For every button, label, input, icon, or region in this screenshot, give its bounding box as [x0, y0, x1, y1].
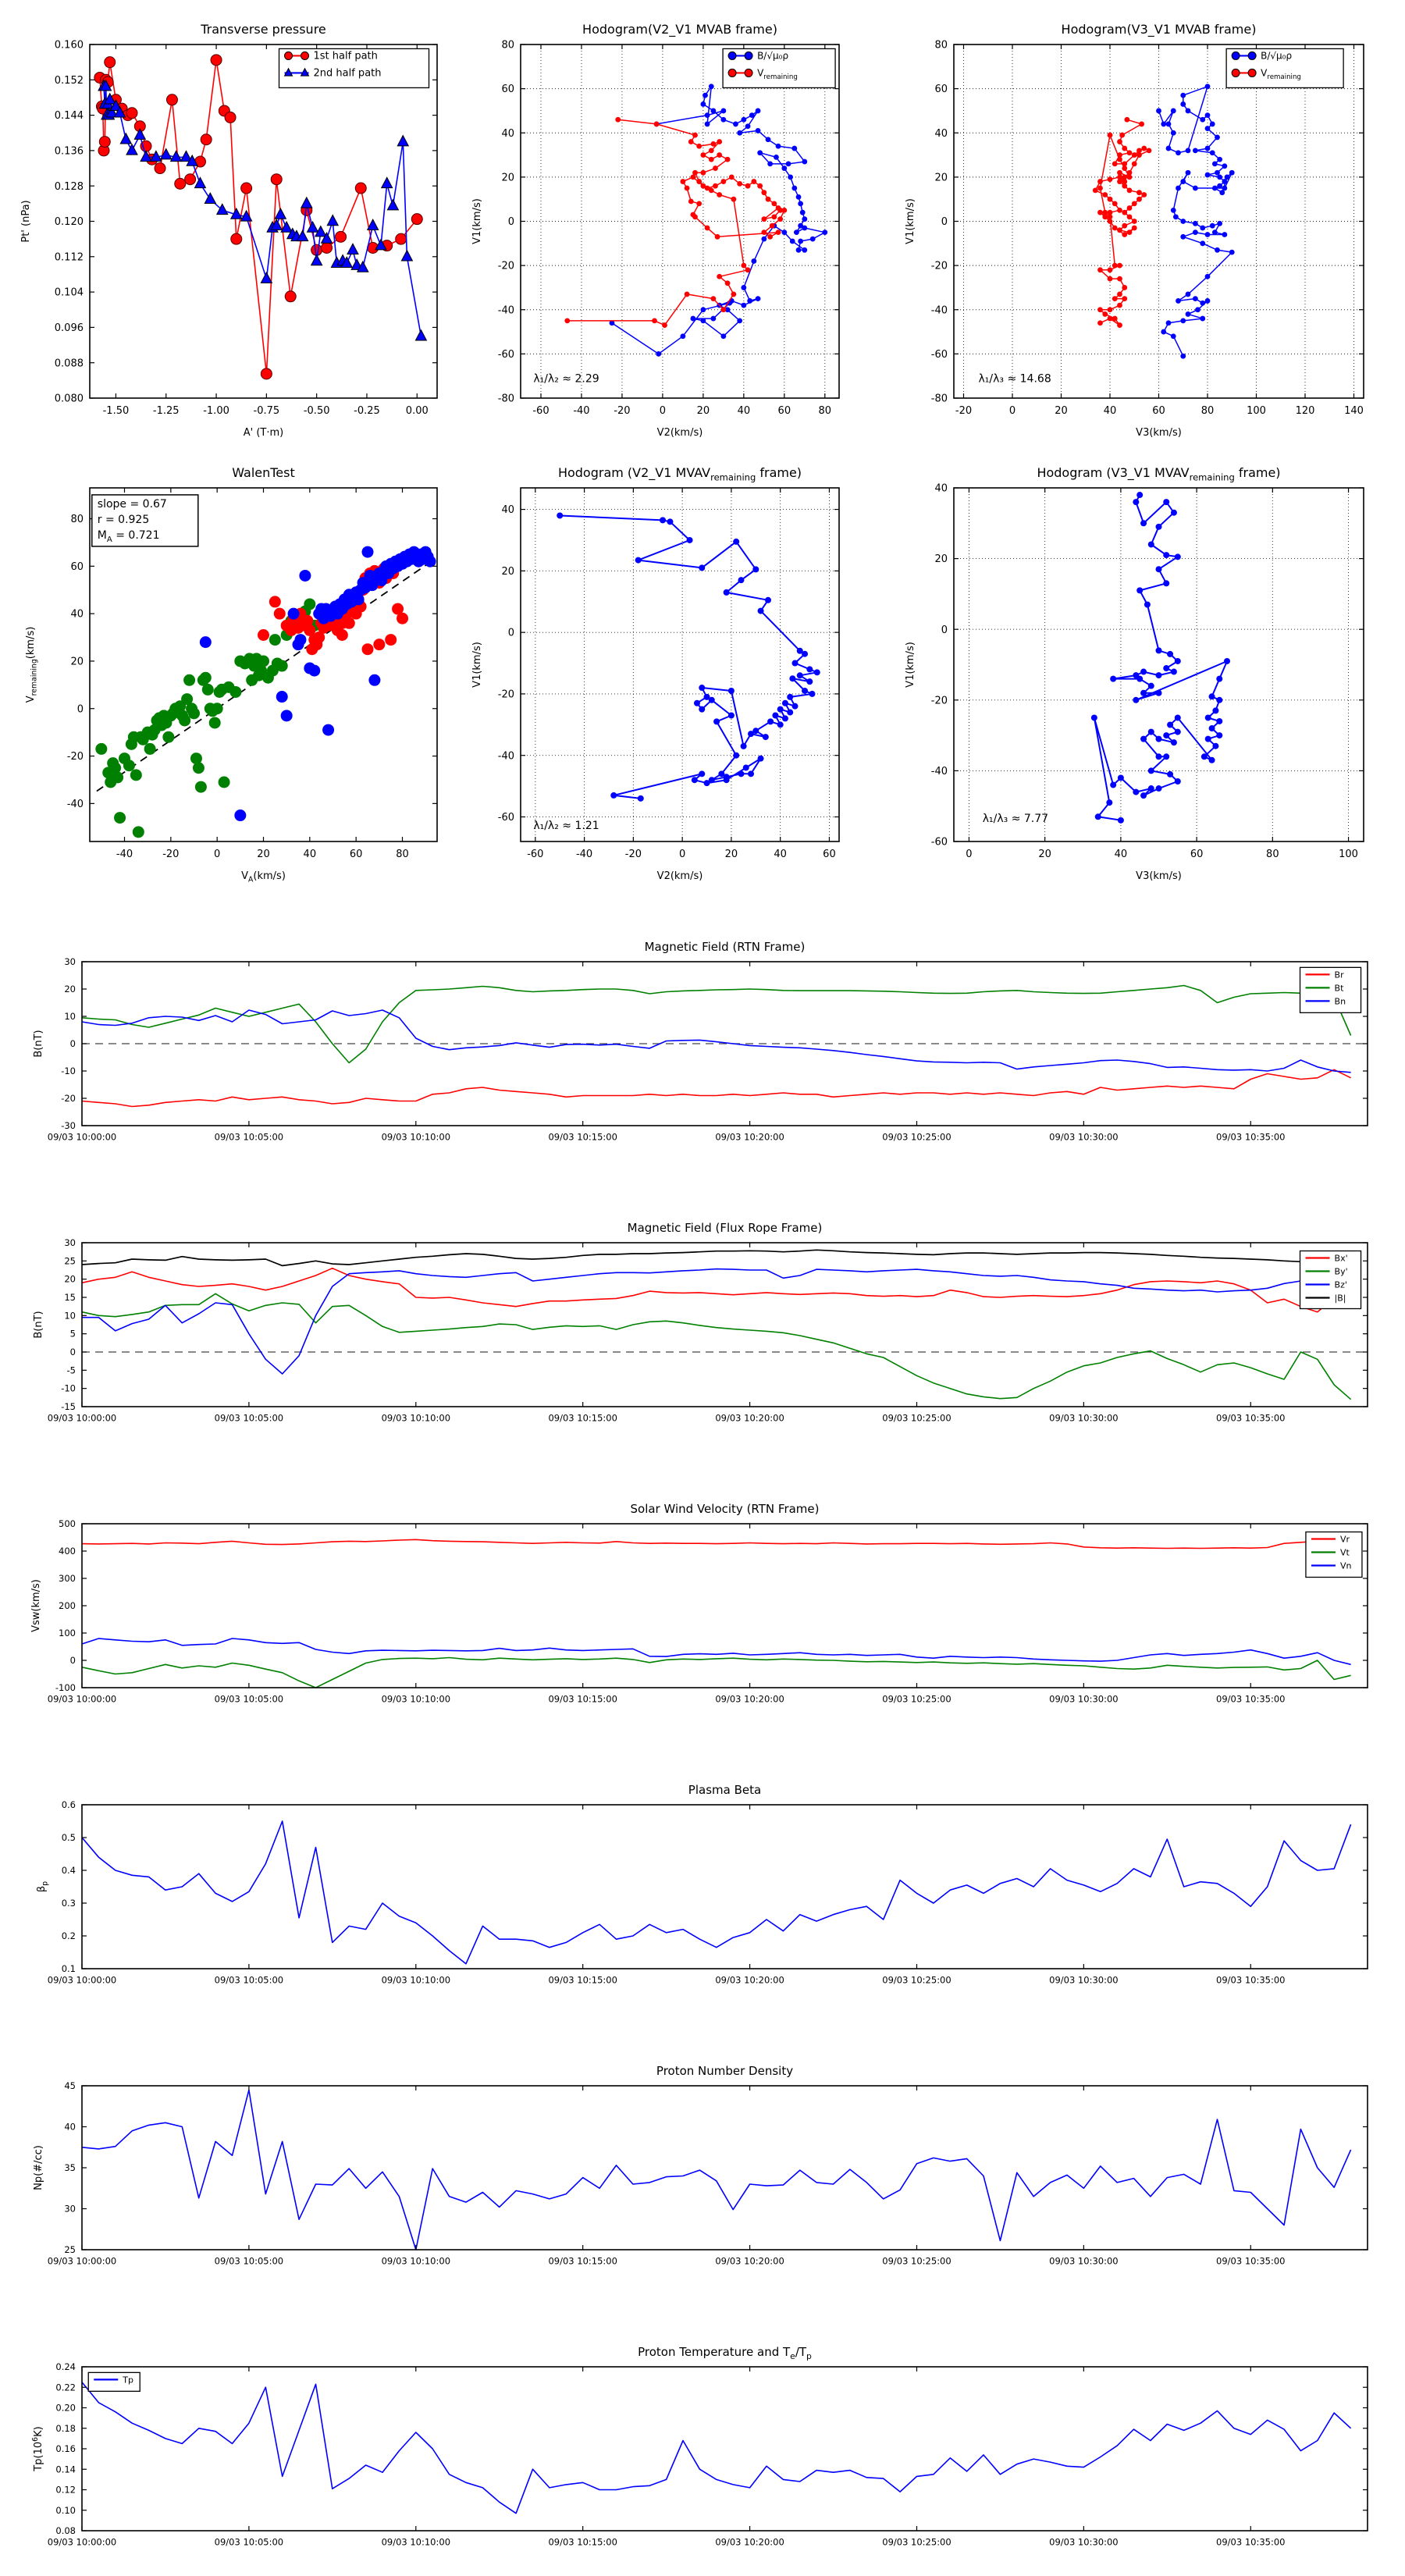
svg-text:-15: -15 [61, 1401, 76, 1413]
svg-text:Solar Wind Velocity (RTN Frame: Solar Wind Velocity (RTN Frame) [630, 1502, 820, 1516]
svg-text:0.088: 0.088 [54, 358, 84, 370]
svg-text:20: 20 [934, 172, 948, 184]
svg-text:09/03 10:30:00: 09/03 10:30:00 [1049, 1974, 1119, 1986]
svg-text:Hodogram(V2_V1 MVAB frame): Hodogram(V2_V1 MVAB frame) [582, 22, 777, 37]
svg-text:20: 20 [70, 656, 84, 668]
hodogram-v3v1-mvav-series [1091, 492, 1230, 824]
svg-text:0.3: 0.3 [61, 1898, 76, 1909]
plasma-beta-series [82, 1821, 1351, 1964]
svg-text:-60: -60 [930, 348, 948, 361]
svg-text:-20: -20 [162, 849, 180, 860]
svg-text:09/03 10:25:00: 09/03 10:25:00 [882, 1693, 951, 1705]
svg-text:Vremaining: $V_{remaining}$ [757, 67, 798, 81]
proton-density-chart [0, 2045, 1405, 2326]
svg-text:09/03 10:10:00: 09/03 10:10:00 [381, 2536, 451, 2548]
panel-hodogram-v3v1-mvab [890, 0, 1405, 468]
svg-text:-20: -20 [930, 695, 948, 707]
svg-text:15: 15 [64, 1292, 76, 1304]
svg-text:10: 10 [64, 1011, 76, 1023]
svg-text:20: 20 [64, 1273, 76, 1285]
svg-text:-0.25: -0.25 [354, 405, 380, 417]
svg-text:09/03 10:00:00: 09/03 10:00:00 [47, 1412, 117, 1424]
svg-text:V2(km/s): V2(km/s) [656, 870, 703, 882]
svg-text:40: 40 [1103, 405, 1117, 417]
svg-text:0.152: 0.152 [54, 74, 84, 87]
svg-text:09/03 10:25:00: 09/03 10:25:00 [882, 2255, 951, 2267]
svg-text:0.16: 0.16 [55, 2443, 76, 2455]
svg-text:-80: -80 [930, 393, 948, 405]
svg-text:40: 40 [70, 608, 84, 621]
svg-text:60: 60 [1152, 405, 1165, 417]
svg-text:λ₁/λ₂ ≈ 1.21: λ₁/λ₂ ≈ 1.21 [533, 820, 599, 833]
svg-text:Bt: Bt [1334, 983, 1344, 994]
plasma-beta-chart [0, 1764, 1405, 2045]
svg-text:0.6: 0.6 [61, 1799, 76, 1811]
solar-wind-velocity-chart [0, 1483, 1405, 1764]
svg-text:40: 40 [303, 849, 317, 860]
svg-text:Proton Number Density: Proton Number Density [656, 2064, 794, 2078]
hodogram-v2v1-mvav-chart [468, 441, 937, 925]
svg-text:Tp: Tp [123, 2375, 133, 2386]
svg-text:0.080: 0.080 [54, 393, 84, 405]
svg-text:Vremaining: $V_{remaining}$ [1261, 67, 1301, 81]
svg-text:09/03 10:10:00: 09/03 10:10:00 [381, 1412, 451, 1424]
svg-text:140: 140 [1344, 405, 1364, 417]
mag-fluxrope-chart [0, 1202, 1405, 1483]
svg-text:WalenTest: WalenTest [232, 465, 295, 480]
svg-text:Magnetic Field (RTN Frame): Magnetic Field (RTN Frame) [644, 940, 806, 954]
svg-text:09/03 10:20:00: 09/03 10:20:00 [715, 1693, 784, 1705]
svg-text:Tp(106K): $Tp(10^6K)$ [31, 2426, 44, 2471]
svg-text:0.10: 0.10 [55, 2504, 76, 2516]
svg-text:0: 0 [214, 849, 221, 860]
svg-text:09/03 10:25:00: 09/03 10:25:00 [882, 1974, 951, 1986]
svg-text:0.4: 0.4 [61, 1865, 76, 1877]
svg-text:35: 35 [64, 2162, 76, 2174]
svg-text:-1.50: -1.50 [102, 405, 130, 417]
svg-text:80: 80 [396, 849, 409, 860]
svg-text:Transverse pressure: Transverse pressure [201, 22, 326, 37]
svg-text:-40: -40 [116, 849, 133, 860]
svg-text:-20: -20 [61, 1093, 76, 1105]
svg-text:0.20: 0.20 [55, 2402, 76, 2414]
panel-magnetic-field-fluxrope [0, 1202, 1405, 1483]
panel-transverse-pressure [0, 0, 468, 468]
svg-text:V2(km/s): V2(km/s) [656, 427, 703, 439]
svg-text:0: 0 [659, 405, 667, 417]
svg-text:80: 80 [934, 39, 948, 52]
svg-text:60: 60 [70, 560, 84, 573]
svg-text:Proton Temperature and Te/Tp: Proton Temperature and $T_e/T_p$ [638, 2345, 812, 2362]
svg-text:60: 60 [349, 849, 363, 860]
svg-text:-40: -40 [497, 304, 514, 317]
hodogram-v2v1-mvab-chart [468, 0, 937, 468]
solar-wind-velocity-series [82, 1539, 1351, 1688]
svg-text:-20: -20 [497, 260, 514, 272]
proton-density-series [82, 2090, 1351, 2250]
svg-text:A' (T·m): A' (T·m) [243, 427, 284, 439]
svg-text:Np(#/cc): Np(#/cc) [33, 2145, 44, 2190]
svg-text:Vr: Vr [1339, 1534, 1350, 1545]
svg-text:20: 20 [696, 405, 710, 417]
svg-text:-40: -40 [930, 304, 948, 317]
svg-text:40: 40 [774, 849, 787, 860]
svg-text:09/03 10:20:00: 09/03 10:20:00 [715, 2255, 784, 2267]
svg-text:0.08: 0.08 [55, 2525, 76, 2537]
svg-text:-20: -20 [497, 688, 514, 701]
hodogram-v2v1-mvab-series [564, 84, 827, 356]
svg-text:09/03 10:30:00: 09/03 10:30:00 [1049, 2255, 1119, 2267]
svg-text:20: 20 [64, 984, 76, 995]
svg-text:0: 0 [69, 1655, 76, 1667]
svg-text:09/03 10:20:00: 09/03 10:20:00 [715, 2536, 784, 2548]
svg-text:0.144: 0.144 [54, 110, 84, 123]
svg-text:-60: -60 [497, 348, 514, 361]
svg-text:80: 80 [818, 405, 832, 417]
svg-text:20: 20 [501, 565, 514, 578]
svg-text:-10: -10 [61, 1382, 76, 1394]
svg-text:09/03 10:05:00: 09/03 10:05:00 [214, 2255, 284, 2267]
svg-text:20: 20 [934, 553, 948, 566]
svg-text:0.104: 0.104 [54, 286, 84, 299]
svg-text:09/03 10:20:00: 09/03 10:20:00 [715, 1974, 784, 1986]
svg-text:0.12: 0.12 [55, 2484, 76, 2496]
svg-text:09/03 10:05:00: 09/03 10:05:00 [214, 1974, 284, 1986]
svg-text:09/03 10:35:00: 09/03 10:35:00 [1216, 1131, 1286, 1143]
transverse-pressure-chart [0, 0, 468, 468]
svg-text:80: 80 [1200, 405, 1215, 417]
svg-text:09/03 10:20:00: 09/03 10:20:00 [715, 1131, 784, 1143]
svg-text:Plasma Beta: Plasma Beta [688, 1783, 762, 1797]
panel-solar-wind-velocity [0, 1483, 1405, 1764]
svg-text:09/03 10:25:00: 09/03 10:25:00 [882, 1131, 951, 1143]
svg-text:09/03 10:15:00: 09/03 10:15:00 [548, 1131, 617, 1143]
svg-text:0.24: 0.24 [55, 2361, 76, 2373]
svg-text:0: 0 [1008, 405, 1016, 417]
svg-text:0.120: 0.120 [54, 216, 84, 229]
panel-magnetic-field-rtn [0, 921, 1405, 1202]
svg-text:40: 40 [934, 482, 948, 495]
svg-text:09/03 10:00:00: 09/03 10:00:00 [47, 2255, 117, 2267]
svg-text:300: 300 [59, 1573, 76, 1585]
svg-text:-100: -100 [55, 1682, 76, 1694]
panel-proton-temperature [0, 2326, 1405, 2576]
svg-text:Vt: Vt [1339, 1547, 1350, 1558]
svg-text:Magnetic Field (Flux Rope Fram: Magnetic Field (Flux Rope Frame) [627, 1221, 823, 1235]
svg-text:λ₁/λ₃ ≈ 7.77: λ₁/λ₃ ≈ 7.77 [982, 813, 1049, 826]
svg-text:-40: -40 [66, 798, 84, 810]
panel-plasma-beta [0, 1764, 1405, 2045]
svg-text:βp: $\beta_p$ [36, 1880, 50, 1893]
svg-text:Vremaining(km/s): $V_{remaining}(km/s)$ [25, 626, 39, 703]
svg-text:09/03 10:00:00: 09/03 10:00:00 [47, 1693, 117, 1705]
svg-text:0: 0 [76, 703, 84, 716]
svg-text:-0.50: -0.50 [303, 405, 330, 417]
svg-text:0: 0 [507, 216, 514, 229]
svg-text:-0.75: -0.75 [253, 405, 280, 417]
svg-text:-20: -20 [66, 751, 84, 763]
svg-text:80: 80 [501, 39, 514, 52]
svg-text:09/03 10:15:00: 09/03 10:15:00 [548, 1693, 617, 1705]
proton-temperature-series [82, 2382, 1351, 2514]
svg-text:Bx': Bx' [1334, 1253, 1348, 1264]
svg-text:40: 40 [737, 405, 751, 417]
svg-text:20: 20 [257, 849, 270, 860]
svg-text:-80: -80 [497, 393, 514, 405]
svg-text:25: 25 [64, 2244, 76, 2256]
svg-text:20: 20 [1055, 405, 1068, 417]
panel-hodogram-v3v1-mvav [890, 441, 1405, 925]
svg-text:60: 60 [823, 849, 836, 860]
panel-hodogram-v2v1-mvav [468, 441, 937, 925]
svg-text:100: 100 [1247, 405, 1266, 417]
svg-text:09/03 10:35:00: 09/03 10:35:00 [1216, 1412, 1286, 1424]
svg-text:09/03 10:30:00: 09/03 10:30:00 [1049, 1693, 1119, 1705]
svg-text:09/03 10:10:00: 09/03 10:10:00 [381, 1974, 451, 1986]
svg-text:0: 0 [69, 1347, 76, 1358]
svg-text:400: 400 [59, 1546, 76, 1557]
svg-text:0.2: 0.2 [61, 1930, 76, 1942]
svg-text:09/03 10:10:00: 09/03 10:10:00 [381, 2255, 451, 2267]
svg-text:0: 0 [941, 216, 948, 229]
svg-text:-40: -40 [497, 750, 514, 763]
svg-text:Br: Br [1334, 970, 1344, 980]
svg-text:0: 0 [941, 624, 948, 636]
svg-text:25: 25 [64, 1255, 76, 1267]
svg-text:λ₁/λ₂ ≈ 2.29: λ₁/λ₂ ≈ 2.29 [533, 372, 599, 386]
svg-text:Vn: Vn [1339, 1560, 1352, 1571]
walen-test-series [95, 546, 436, 838]
svg-text:40: 40 [1114, 849, 1128, 860]
svg-text:-60: -60 [497, 812, 514, 824]
svg-text:VA(km/s): $V_A(km/s)$ [241, 870, 286, 884]
panel-hodogram-v2v1-mvab [468, 0, 937, 468]
svg-text:-20: -20 [624, 849, 642, 860]
svg-text:By': By' [1334, 1266, 1348, 1277]
svg-text:09/03 10:35:00: 09/03 10:35:00 [1216, 2536, 1286, 2548]
mag-rtn-chart [0, 921, 1405, 1202]
svg-text:-20: -20 [614, 405, 631, 417]
svg-text:09/03 10:35:00: 09/03 10:35:00 [1216, 1693, 1286, 1705]
svg-text:120: 120 [1295, 405, 1315, 417]
svg-text:V3(km/s): V3(km/s) [1136, 427, 1182, 439]
svg-text:0: 0 [69, 1038, 76, 1050]
svg-text:45: 45 [64, 2080, 76, 2092]
svg-text:09/03 10:25:00: 09/03 10:25:00 [882, 1412, 951, 1424]
svg-text:40: 40 [501, 127, 514, 140]
svg-text:09/03 10:35:00: 09/03 10:35:00 [1216, 1974, 1286, 1986]
svg-text:-20: -20 [955, 405, 973, 417]
svg-text:V3(km/s): V3(km/s) [1136, 870, 1182, 882]
hodogram-v3v1-mvab-chart [890, 0, 1405, 468]
svg-text:80: 80 [1266, 849, 1279, 860]
mag-fluxrope-series [82, 1250, 1351, 1399]
svg-text:-40: -40 [930, 765, 948, 777]
svg-text:Vsw(km/s): Vsw(km/s) [30, 1579, 42, 1632]
svg-text:09/03 10:25:00: 09/03 10:25:00 [882, 2536, 951, 2548]
svg-text:20: 20 [1038, 849, 1051, 860]
svg-text:V1(km/s): V1(km/s) [905, 198, 916, 244]
svg-text:09/03 10:00:00: 09/03 10:00:00 [47, 2536, 117, 2548]
svg-text:r = 0.925: r = 0.925 [97, 513, 150, 526]
svg-text:40: 40 [934, 127, 948, 140]
walen-test-chart [0, 441, 468, 925]
svg-text:200: 200 [59, 1600, 76, 1612]
panel-proton-number-density [0, 2045, 1405, 2326]
svg-text:Bn: Bn [1334, 996, 1346, 1007]
svg-text:09/03 10:10:00: 09/03 10:10:00 [381, 1693, 451, 1705]
svg-text:-5: -5 [66, 1364, 76, 1376]
svg-text:B(nT): B(nT) [33, 1311, 44, 1339]
svg-text:0.22: 0.22 [55, 2382, 76, 2393]
svg-text:0.5: 0.5 [61, 1832, 76, 1844]
svg-text:30: 30 [64, 956, 76, 968]
svg-text:V1(km/s): V1(km/s) [471, 642, 483, 688]
svg-text:0.1: 0.1 [61, 1963, 76, 1975]
svg-text:09/03 10:15:00: 09/03 10:15:00 [548, 2536, 617, 2548]
svg-text:500: 500 [59, 1518, 76, 1530]
svg-text:09/03 10:00:00: 09/03 10:00:00 [47, 1131, 117, 1143]
svg-text:09/03 10:15:00: 09/03 10:15:00 [548, 1412, 617, 1424]
svg-text:Hodogram (V2_V1 MVAVremaining: Hodogram (V2_V1 $MVAV_{remaining}$ frame) [557, 465, 802, 483]
svg-text:60: 60 [934, 84, 948, 96]
svg-text:2nd half path: 2nd half path [313, 67, 382, 80]
svg-text:10: 10 [64, 1310, 76, 1322]
svg-text:09/03 10:30:00: 09/03 10:30:00 [1049, 1131, 1119, 1143]
svg-text:09/03 10:05:00: 09/03 10:05:00 [214, 1412, 284, 1424]
svg-text:09/03 10:00:00: 09/03 10:00:00 [47, 1974, 117, 1986]
svg-text:09/03 10:30:00: 09/03 10:30:00 [1049, 2536, 1119, 2548]
svg-text:-1.25: -1.25 [152, 405, 180, 417]
svg-text:80: 80 [70, 514, 84, 526]
svg-text:-60: -60 [527, 849, 544, 860]
svg-text:slope = 0.67: slope = 0.67 [97, 497, 167, 511]
svg-text:60: 60 [1190, 849, 1204, 860]
svg-text:09/03 10:30:00: 09/03 10:30:00 [1049, 1412, 1119, 1424]
svg-text:-30: -30 [61, 1120, 76, 1132]
svg-text:09/03 10:05:00: 09/03 10:05:00 [214, 1131, 284, 1143]
svg-text:0.096: 0.096 [54, 322, 84, 334]
svg-text:-10: -10 [61, 1066, 76, 1077]
svg-text:09/03 10:05:00: 09/03 10:05:00 [214, 2536, 284, 2548]
svg-text:09/03 10:10:00: 09/03 10:10:00 [381, 1131, 451, 1143]
svg-text:09/03 10:20:00: 09/03 10:20:00 [715, 1412, 784, 1424]
svg-text:0.136: 0.136 [54, 145, 84, 158]
svg-text:Hodogram(V3_V1 MVAB frame): Hodogram(V3_V1 MVAB frame) [1061, 22, 1257, 37]
svg-text:09/03 10:05:00: 09/03 10:05:00 [214, 1693, 284, 1705]
svg-text:0.00: 0.00 [405, 405, 429, 417]
svg-text:0.112: 0.112 [54, 251, 84, 264]
svg-text:40: 40 [501, 504, 514, 517]
svg-text:Hodogram (V3_V1 MVAVremaining: Hodogram (V3_V1 $MVAV_{remaining}$ frame) [1037, 465, 1281, 483]
proton-temperature-chart [0, 2326, 1405, 2576]
svg-text:100: 100 [1339, 849, 1358, 860]
svg-text:60: 60 [501, 84, 514, 96]
svg-text:MA = 0.721: $M_A = 0.721$ [97, 528, 160, 544]
svg-text:V1(km/s): V1(km/s) [471, 198, 483, 244]
svg-text:-60: -60 [930, 836, 948, 849]
transverse-pressure-series [94, 55, 427, 379]
svg-text:20: 20 [724, 849, 738, 860]
svg-text:100: 100 [59, 1628, 76, 1639]
svg-text:09/03 10:15:00: 09/03 10:15:00 [548, 1974, 617, 1986]
svg-text:-20: -20 [930, 260, 948, 272]
svg-text:Bz': Bz' [1334, 1279, 1347, 1290]
svg-text:-40: -40 [575, 849, 593, 860]
svg-text:B/√μ₀ρ: B/√μ₀ρ [757, 50, 789, 62]
svg-text:-40: -40 [573, 405, 590, 417]
svg-text:20: 20 [501, 172, 514, 184]
svg-text:30: 30 [64, 1237, 76, 1249]
svg-text:0.160: 0.160 [54, 39, 84, 52]
svg-text:0.18: 0.18 [55, 2422, 76, 2434]
svg-text:60: 60 [777, 405, 791, 417]
svg-text:1st half path: 1st half path [313, 50, 378, 62]
svg-text:V1(km/s): V1(km/s) [905, 642, 916, 688]
svg-text:30: 30 [64, 2203, 76, 2215]
svg-text:λ₁/λ₃ ≈ 14.68: λ₁/λ₃ ≈ 14.68 [978, 372, 1051, 386]
svg-text:|B|: |B| [1334, 1293, 1346, 1304]
svg-text:0.14: 0.14 [55, 2464, 76, 2475]
panel-walen-test [0, 441, 468, 925]
svg-text:0: 0 [507, 627, 514, 639]
svg-text:B/√μ₀ρ: B/√μ₀ρ [1261, 50, 1293, 62]
svg-text:0.128: 0.128 [54, 180, 84, 193]
svg-text:-1.00: -1.00 [203, 405, 229, 417]
svg-text:09/03 10:35:00: 09/03 10:35:00 [1216, 2255, 1286, 2267]
svg-text:40: 40 [64, 2121, 76, 2133]
mag-rtn-series [82, 986, 1351, 1107]
svg-text:-60: -60 [532, 405, 550, 417]
svg-text:09/03 10:15:00: 09/03 10:15:00 [548, 2255, 617, 2267]
svg-text:0: 0 [966, 849, 973, 860]
hodogram-v3v1-mvav-chart [890, 441, 1405, 925]
svg-text:5: 5 [69, 1328, 76, 1340]
svg-text:B(nT): B(nT) [33, 1030, 44, 1058]
svg-text:0: 0 [678, 849, 686, 860]
svg-text:Pt' (nPa): Pt' (nPa) [20, 200, 32, 243]
